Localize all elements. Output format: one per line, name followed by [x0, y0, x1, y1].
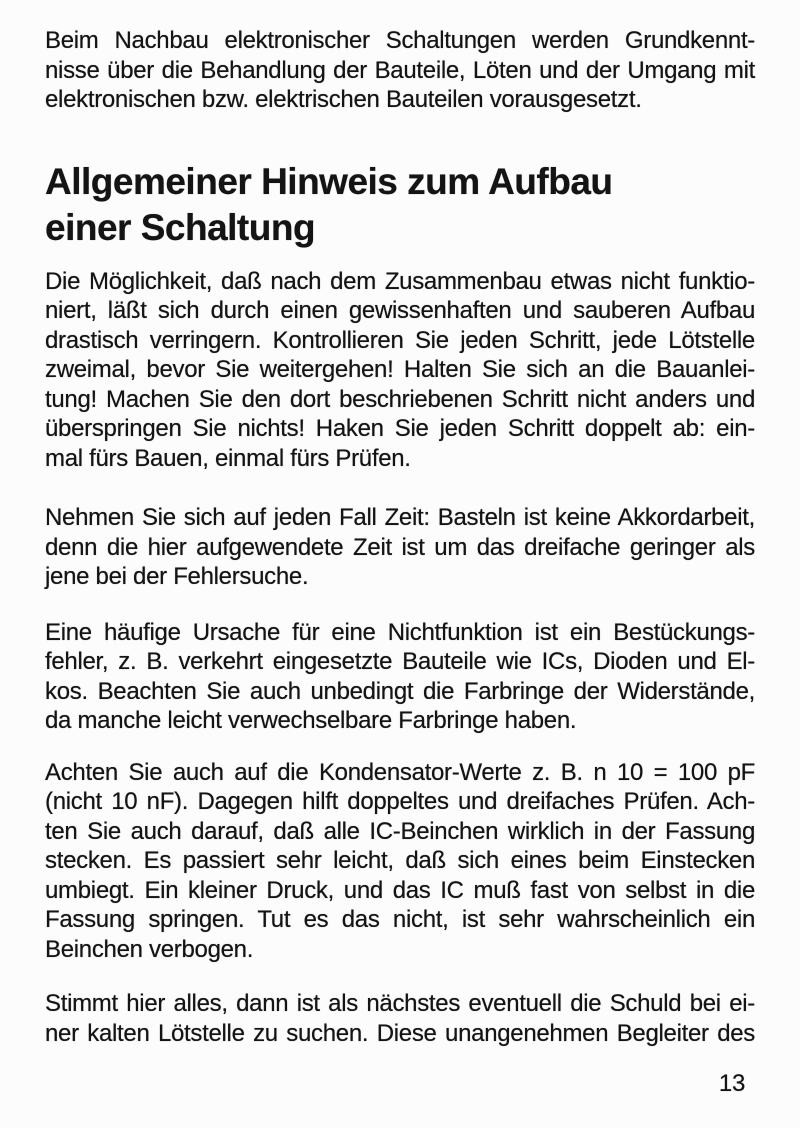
page-footer — [45, 1069, 755, 1099]
text-line: da manche leicht verwechselbare Farbringe haben. — [45, 707, 577, 734]
text-line: Stimmt hier alles, dann ist als nächstes eventuell die Schuld bei ei- — [45, 990, 755, 1017]
text-line: überspringen Sie nichts! Haken Sie jeden Schritt doppelt ab: ein- — [45, 415, 755, 442]
text-line: drastisch verringern. Kontrollieren Sie jeden Schritt, jede Lötstelle — [45, 326, 755, 354]
text-line: Beinchen verbogen. — [45, 935, 254, 963]
text-line: kos. Beachten Sie auch unbedingt die Farbringe der Widerstände, — [45, 677, 755, 705]
text-line: denn die hier aufgewendete Zeit ist um das dreifache geringer als — [45, 533, 755, 561]
text-line: nisse über die Behandlung der Bauteile, Löten und der Umgang mit — [45, 56, 755, 84]
text-line: Achten Sie auch auf die Kondensator-Werte z. B. n 10 = 100 pF — [45, 758, 755, 786]
text-line: fehler, z. B. verkehrt eingesetzte Bauteile wie ICs, Dioden und El- — [45, 648, 755, 675]
intro-paragraph — [45, 26, 755, 115]
page-number: 13 — [718, 1070, 745, 1097]
heading-line: einer Schaltung — [45, 206, 316, 248]
paragraph-zeit — [45, 503, 755, 592]
text-line: mal fürs Bauen, einmal fürs Prüfen. — [45, 444, 411, 472]
section-heading — [45, 159, 755, 251]
text-line: zweimal, bevor Sie weitergehen! Halten Sie sich an die Bauanlei- — [45, 356, 755, 383]
text-line: Nehmen Sie sich auf jeden Fall Zeit: Basteln ist keine Akkordarbeit, — [45, 504, 755, 531]
paragraph-loetstelle — [45, 989, 755, 1048]
text-line: jene bei der Fehlersuche. — [45, 563, 309, 590]
paragraph-aufbau — [45, 267, 755, 474]
text-line: Die Möglichkeit, daß nach dem Zusammenbau etwas nicht funktio- — [45, 267, 755, 295]
text-line: ner kalten Lötstelle zu suchen. Diese unangenehmen Begleiter des — [45, 1019, 755, 1047]
heading-line: Allgemeiner Hinweis zum Aufbau — [45, 160, 613, 202]
text-line: Eine häufige Ursache für eine Nichtfunktion ist ein Bestückungs- — [45, 618, 755, 646]
text-line: stecken. Es passiert sehr leicht, daß sich eines beim Einstecken — [45, 847, 755, 874]
text-line: umbiegt. Ein kleiner Druck, und das IC muß fast von selbst in die — [45, 876, 755, 904]
text-line: niert, läßt sich durch einen gewissenhaften und sauberen Aufbau — [45, 297, 755, 324]
text-line: (nicht 10 nF). Dagegen hilft doppeltes und dreifaches Prüfen. Ach- — [45, 788, 755, 815]
text-line: Fassung springen. Tut es das nicht, ist sehr wahrscheinlich ein — [45, 906, 755, 933]
paragraph-bestueckung — [45, 618, 755, 736]
text-line: elektronischen bzw. elektrischen Bauteilen vorausgesetzt. — [45, 86, 642, 113]
text-line: tung! Machen Sie den dort beschriebenen Schritt nicht anders und — [45, 385, 755, 413]
text-line: ten Sie auch darauf, daß alle IC-Beinchen wirklich in der Fassung — [45, 817, 755, 845]
text-line: Beim Nachbau elektronischer Schaltungen werden Grundkennt- — [45, 27, 755, 54]
paragraph-kondensator — [45, 758, 755, 965]
